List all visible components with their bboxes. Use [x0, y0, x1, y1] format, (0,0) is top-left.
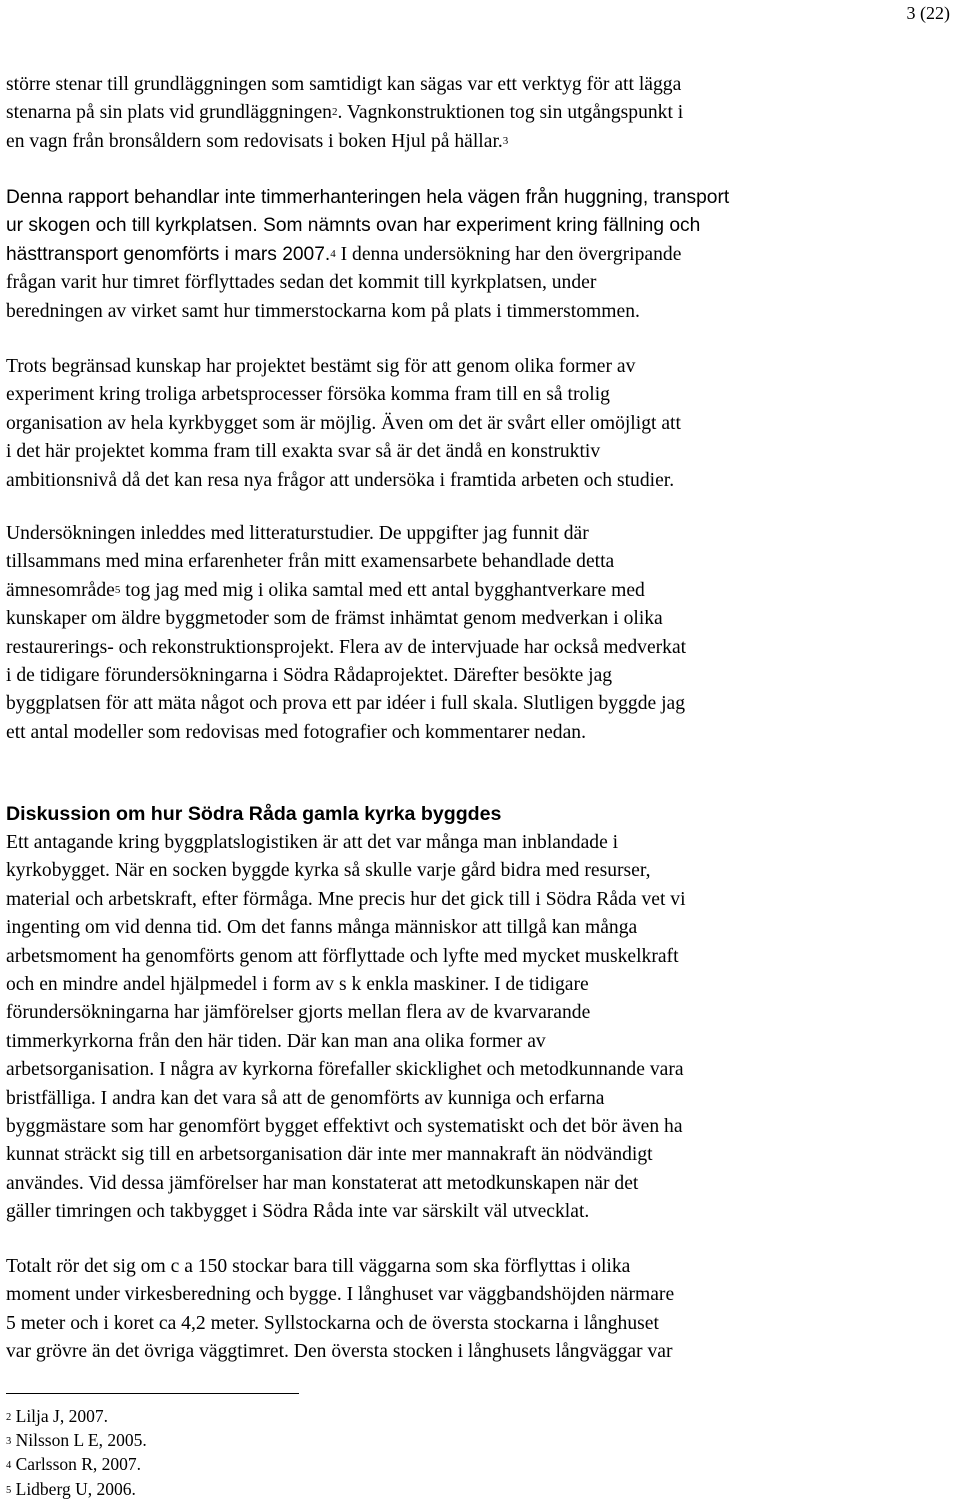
text-line: Undersökningen inleddes med litteraturstudier. De uppgifter jag funnit där — [6, 523, 589, 544]
text-line: restaurerings- och rekonstruktionsprojekt. Flera av de intervjuade har också medverkat — [6, 636, 687, 658]
text-line: Ett antagande kring byggplatslogistiken är att det var många man inblandade i — [6, 832, 619, 853]
footnote-ref[interactable]: 4 — [330, 247, 336, 260]
text-line: arbetsmoment ha genomförts genom att förflyttade och lyfte med mycket muskelkraft — [6, 945, 679, 967]
paragraph-logs — [6, 1253, 956, 1367]
text-line: kunnat sträckt sig till en arbetsorganisation där inte mer mannakraft än nödvändigt — [6, 1144, 653, 1166]
page-number: 3 (22) — [906, 3, 950, 23]
text-line: ingenting om vid denna tid. Om det fanns många människor att tillgå kan många — [6, 917, 638, 939]
text-line: timmerkyrkorna från den här tiden. Där kan man ana olika former av — [6, 1030, 546, 1052]
text-line: användes. Vid dessa jämförelser har man konstaterat att metodkunskapen när det — [6, 1172, 639, 1194]
text-line: arbetsorganisation. I några av kyrkorna förefaller skicklighet och metodkunnande vara — [6, 1059, 684, 1081]
section-heading: Diskussion om hur Södra Råda gamla kyrka byggdes — [6, 803, 502, 825]
text-line: experiment kring troliga arbetsprocesser försöka komma fram till en så trolig — [6, 384, 610, 406]
footnote-ref[interactable]: 5 — [114, 583, 121, 596]
footnotes — [6, 1404, 406, 1501]
text-line: bristfälliga. I andra kan det vara så att de genomförts av kunniga och erfarna — [6, 1087, 605, 1109]
text-line: i det här projektet komma fram till exakta svar så är det ändå en konstruktiv — [6, 441, 601, 463]
text-line: Trots begränsad kunskap har projektet bestämt sig för att genom olika former av — [6, 356, 636, 377]
footnote-divider — [6, 1393, 299, 1394]
text-line: ett antal modeller som redovisas med fotografier och kommentarer nedan. — [6, 721, 586, 743]
footnote-item: $^4$ Carlsson R, 2007. — [6, 1454, 142, 1475]
text-line: frågan varit hur timret förflyttades sedan det kommit till kyrkplatsen, under — [6, 272, 597, 294]
text-line: tillsammans med mina erfarenheter från mitt examensarbete behandlade detta — [6, 551, 615, 573]
text-line: kyrkobygget. När en socken byggde kyrka så skulle varje gård bidra med resurser, — [6, 860, 651, 882]
text-line: gäller timringen och takbygget i Södra Råda inte var särskilt väl utvecklat. — [6, 1201, 590, 1223]
text-line: Denna rapport behandlar inte timmerhanteringen hela vägen från huggning, transport — [6, 187, 730, 208]
text-line: beredningen av virket samt hur timmerstockarna kom på plats i timmerstommen. — [6, 300, 640, 322]
text-line: byggplatsen för att mäta något och prova ett par idéer i full skala. Slutligen byggde jag — [6, 693, 686, 715]
paragraph-discussion — [6, 829, 956, 1227]
text-line: 5 meter och i koret ca 4,2 meter. Syllstockarna och de översta stockarna i långhuset — [6, 1312, 659, 1334]
text-line: Totalt rör det sig om c a 150 stockar bara till väggarna som ska förflyttas i olika — [6, 1256, 631, 1277]
text-line: större stenar till grundläggningen som samtidigt kan sägas var ett verktyg för att lägga — [6, 74, 682, 95]
text-line: var grövre än det övriga väggtimret. Den översta stocken i långhusets långväggar var — [6, 1341, 673, 1363]
footnote-ref[interactable]: 3 — [502, 134, 509, 147]
text-line: stenarna på sin plats vid grundläggningen$^2$. Vagnkonstruktionen tog sin utgångspunkt i — [6, 102, 684, 124]
text-line: byggmästare som har genomfört bygget effektivt och systematiskt och det bör även ha — [6, 1116, 683, 1138]
text-line: material och arbetskraft, efter förmåga. Mne precis hur det gick till i Södra Råda vet vi — [6, 888, 686, 910]
text-line: ur skogen och till kyrkplatsen. Som nämnts ovan har experiment kring fällning och — [6, 215, 701, 237]
text-line: moment under virkesberedning och bygge. I långhuset var väggbandshöjden närmare — [6, 1284, 675, 1306]
text-line: i de tidigare förundersökningarna i Södra Rådaprojektet. Därefter besökte jag — [6, 665, 613, 687]
footnote-item: $^2$ Lilja J, 2007. — [6, 1406, 108, 1426]
text-line: kunskaper om äldre byggmetoder som de främst inhämtat genom medverkan i olika — [6, 608, 663, 630]
text-line: hästtransport genomförts i mars 2007.$^4$ I denna undersökning har den övergripande — [6, 243, 682, 265]
footnote-ref[interactable]: 2 — [331, 106, 338, 119]
text-line: ämnesområde$^5$ tog jag med mig i olika samtal med ett antal bygghantverkare med — [6, 579, 645, 601]
paragraph-scope — [6, 184, 956, 326]
paragraph-method — [6, 353, 956, 495]
paragraph-intro — [6, 71, 956, 156]
footnote-item: $^3$ Nilsson L E, 2005. — [6, 1430, 147, 1451]
text-line: organisation av hela kyrkbygget som är möjlig. Även om det är svårt eller omöjligt att — [6, 412, 681, 434]
text-line: och en mindre andel hjälpmedel i form av s k enkla maskiner. I de tidigare — [6, 974, 589, 996]
text-line: ambitionsnivå då det kan resa nya frågor att undersöka i framtida arbeten och studier. — [6, 469, 675, 491]
text-line: en vagn från bronsåldern som redovisats i boken Hjul på hällar.$^3$ — [6, 130, 509, 152]
paragraph-study — [6, 520, 956, 747]
text-line: förundersökningarna har jämförelser gjorts mellan flera av de kvarvarande — [6, 1002, 591, 1024]
footnote-item: $^5$ Lidberg U, 2006. — [6, 1478, 136, 1499]
